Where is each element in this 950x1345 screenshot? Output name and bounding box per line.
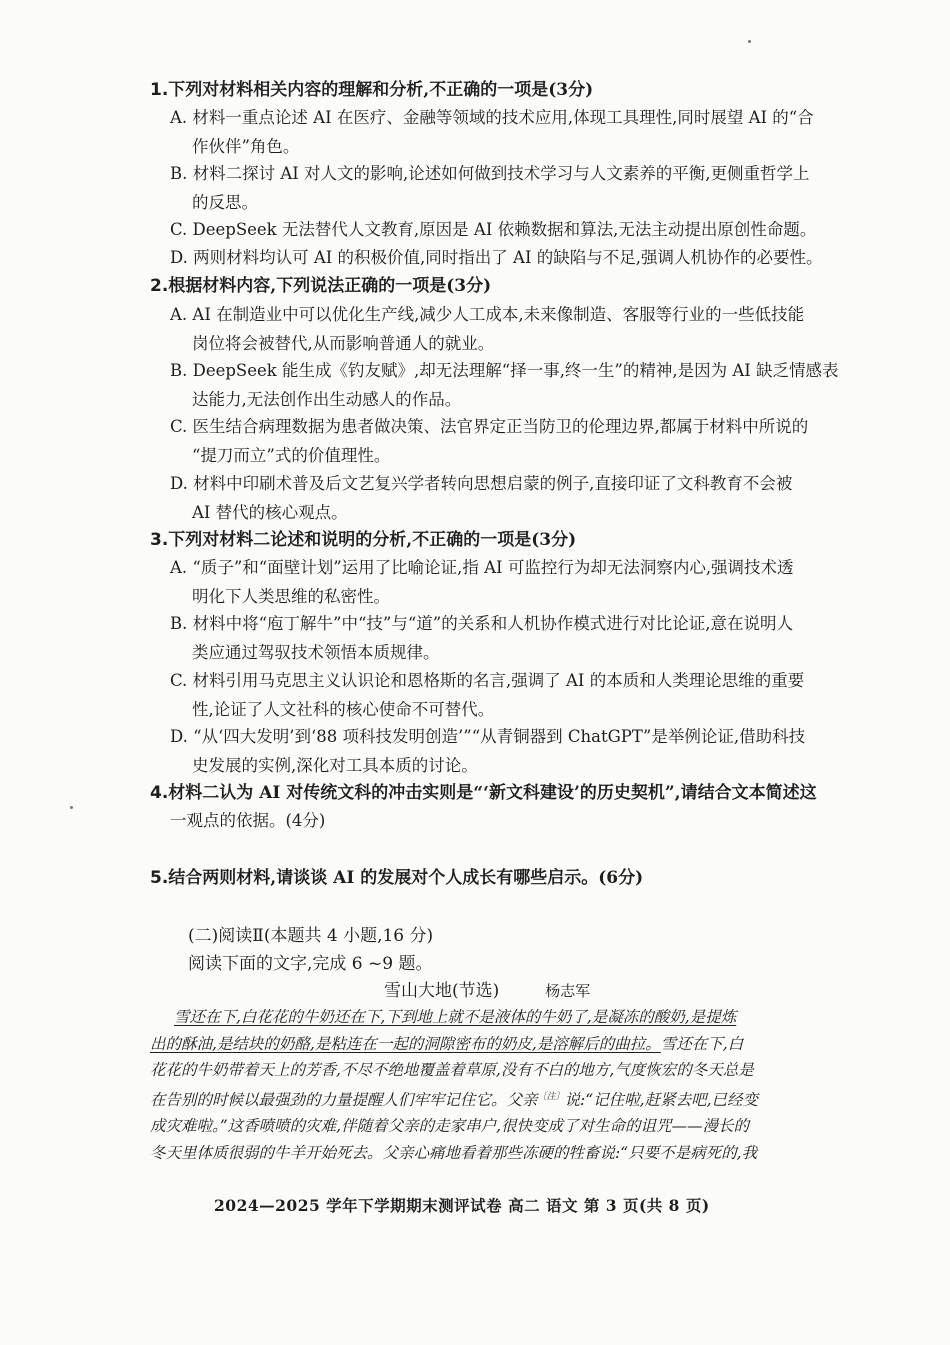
option-line: B. DeepSeek 能生成《钓友赋》,却无法理解“择一事,终一生”的精神,是因为 AI 缺乏情感表 xyxy=(170,361,839,380)
question-text: 结合两则材料,请谈谈 AI 的发展对个人成长有哪些启示。(6分) xyxy=(168,868,644,888)
passage-line xyxy=(150,1004,870,1031)
option-line: B. 材料二探讨 AI 对人文的影响,论述如何做到技术学习与人文素养的平衡,更侧重哲学上 xyxy=(170,164,810,183)
option-line: “提刀而立”式的价值理性。 xyxy=(192,445,391,465)
question-text: 根据材料内容,下列说法正确的一项是(3分) xyxy=(168,276,492,296)
option-line: A. “质子”和“面壁计划”运用了比喻论证,指 AI 可监控行为却无法洞察内心,强调技术透 xyxy=(170,558,794,577)
question-3-option-c xyxy=(170,667,870,724)
passage-text: 雪还在下,白 xyxy=(660,1034,744,1053)
question-text: 一观点的依据。(4分) xyxy=(170,811,326,830)
passage-text: 在告别的时候以最强劲的力量提醒人们牢牢记住它。父亲 xyxy=(150,1090,538,1109)
question-1-option-c xyxy=(170,216,870,245)
option-line: A. AI 在制造业中可以优化生产线,减少人工成本,未来像制造、客服等行业的一些低技能 xyxy=(170,305,805,324)
passage-line: 成灾难啦。”这香喷喷的灾难,伴随着父亲的走家串户,很快变成了对生命的诅咒——漫长的 xyxy=(150,1117,750,1136)
underlined-text: 出的酥油,是结块的奶酪,是粘连在一起的洞隙密布的奶皮,是溶解后的曲拉。 xyxy=(150,1034,661,1053)
question-3-option-d xyxy=(170,723,870,780)
option-line: 史发展的实例,深化对工具本质的讨论。 xyxy=(192,755,478,775)
option-line: A. 材料一重点论述 AI 在医疗、金融等领域的技术应用,体现工具理性,同时展望 AI 的“合 xyxy=(170,108,814,127)
underlined-text: 雪还在下,白花花的牛奶还在下,下到地上就不是液体的牛奶了,是凝冻的酸奶,是提炼 xyxy=(174,1008,737,1026)
passage-title-line xyxy=(384,977,590,1005)
passage-line: 冬天里体质很弱的牛羊开始死去。父亲心痛地看着那些冻硬的牲畜说:“只要不是病死的,我 xyxy=(150,1143,758,1162)
question-1-stem xyxy=(150,76,870,104)
passage-author: 杨志军 xyxy=(545,982,591,1000)
option-line: 的反思。 xyxy=(192,192,258,212)
question-2-option-a xyxy=(170,301,870,358)
passage-line xyxy=(150,1031,870,1058)
question-1-option-b xyxy=(170,160,870,217)
question-1-option-d xyxy=(170,244,870,273)
question-2-option-b xyxy=(170,357,870,414)
option-line: 明化下人类思维的私密性。 xyxy=(192,586,390,606)
question-number: 2. xyxy=(150,276,169,296)
option-line: B. 材料中将“庖丁解牛”中“技”与“道”的关系和人机协作模式进行对比论证,意在说明人 xyxy=(170,614,793,633)
question-number: 5. xyxy=(150,868,169,888)
option-line: 作伙伴”角色。 xyxy=(192,136,300,156)
option-line: D. 两则材料均认可 AI 的积极价值,同时指出了 AI 的缺陷与不足,强调人机协作的必要性。 xyxy=(170,248,823,267)
option-line: D. 材料中印刷术普及后文艺复兴学者转向思想启蒙的例子,直接印证了文科教育不会被 xyxy=(170,474,793,493)
passage-text: 说:“记住啦,赶紧去吧,已经变 xyxy=(564,1090,759,1109)
question-5-stem xyxy=(150,864,870,892)
question-3-option-b xyxy=(170,610,870,667)
option-line: 类应通过驾驭技术领悟本质规律。 xyxy=(192,642,440,662)
question-2-option-c xyxy=(170,413,870,470)
question-1-option-a xyxy=(170,104,870,161)
question-2-option-d xyxy=(170,470,870,527)
question-text: 材料二认为 AI 对传统文科的冲击实则是“‘新文科建设’的历史契机”,请结合文本简述这 xyxy=(168,783,817,803)
option-line: C. 医生结合病理数据为患者做决策、法官界定正当防卫的伦理边界,都属于材料中所说的 xyxy=(170,417,809,436)
question-number: 3. xyxy=(150,530,169,550)
passage-title: 雪山大地(节选) xyxy=(384,981,500,1001)
option-line: 性,论证了人文社科的核心使命不可替代。 xyxy=(192,699,495,719)
question-3-stem xyxy=(150,526,870,554)
section-heading: (二)阅读Ⅱ(本题共 4 小题,16 分) xyxy=(188,926,434,946)
section-instruction: 阅读下面的文字,完成 6 ~9 题。 xyxy=(188,954,433,974)
passage-line: 花花的牛奶带着天上的芳香,不尽不绝地覆盖着草原,没有不白的地方,气度恢宏的冬天总是 xyxy=(150,1061,754,1079)
question-number: 1. xyxy=(150,80,169,100)
option-line: 岗位将会被替代,从而影响普通人的就业。 xyxy=(192,333,495,353)
question-number: 4. xyxy=(150,783,169,803)
option-line: C. 材料引用马克思主义认识论和恩格斯的名言,强调了 AI 的本质和人类理论思维的重要 xyxy=(170,671,805,690)
scan-speck xyxy=(70,806,73,809)
page-footer: 2024—2025 学年下学期期末测评试卷 高二 语文 第 3 页(共 8 页) xyxy=(214,1196,710,1215)
question-2-stem xyxy=(150,272,870,300)
option-line: 达能力,无法创作出生动感人的作品。 xyxy=(192,389,462,409)
question-4-stem-continued xyxy=(170,807,870,836)
question-text: 下列对材料相关内容的理解和分析,不正确的一项是(3分) xyxy=(168,80,594,100)
note-marker: 〔注〕 xyxy=(537,1091,565,1102)
question-3-option-a xyxy=(170,554,870,611)
passage-body xyxy=(150,1004,870,1166)
question-text: 下列对材料二论述和说明的分析,不正确的一项是(3分) xyxy=(168,530,577,550)
question-4-stem xyxy=(150,779,870,807)
passage-line xyxy=(150,1084,870,1114)
option-line: C. DeepSeek 无法替代人文教育,原因是 AI 依赖数据和算法,无法主动提出原创性命题。 xyxy=(170,220,817,239)
scan-speck xyxy=(748,40,751,43)
option-line: AI 替代的核心观点。 xyxy=(192,502,348,522)
option-line: D. “从‘四大发明’到‘88 项科技发明创造’”“从青铜器到 ChatGPT”是举例论证,借助科技 xyxy=(170,727,806,746)
